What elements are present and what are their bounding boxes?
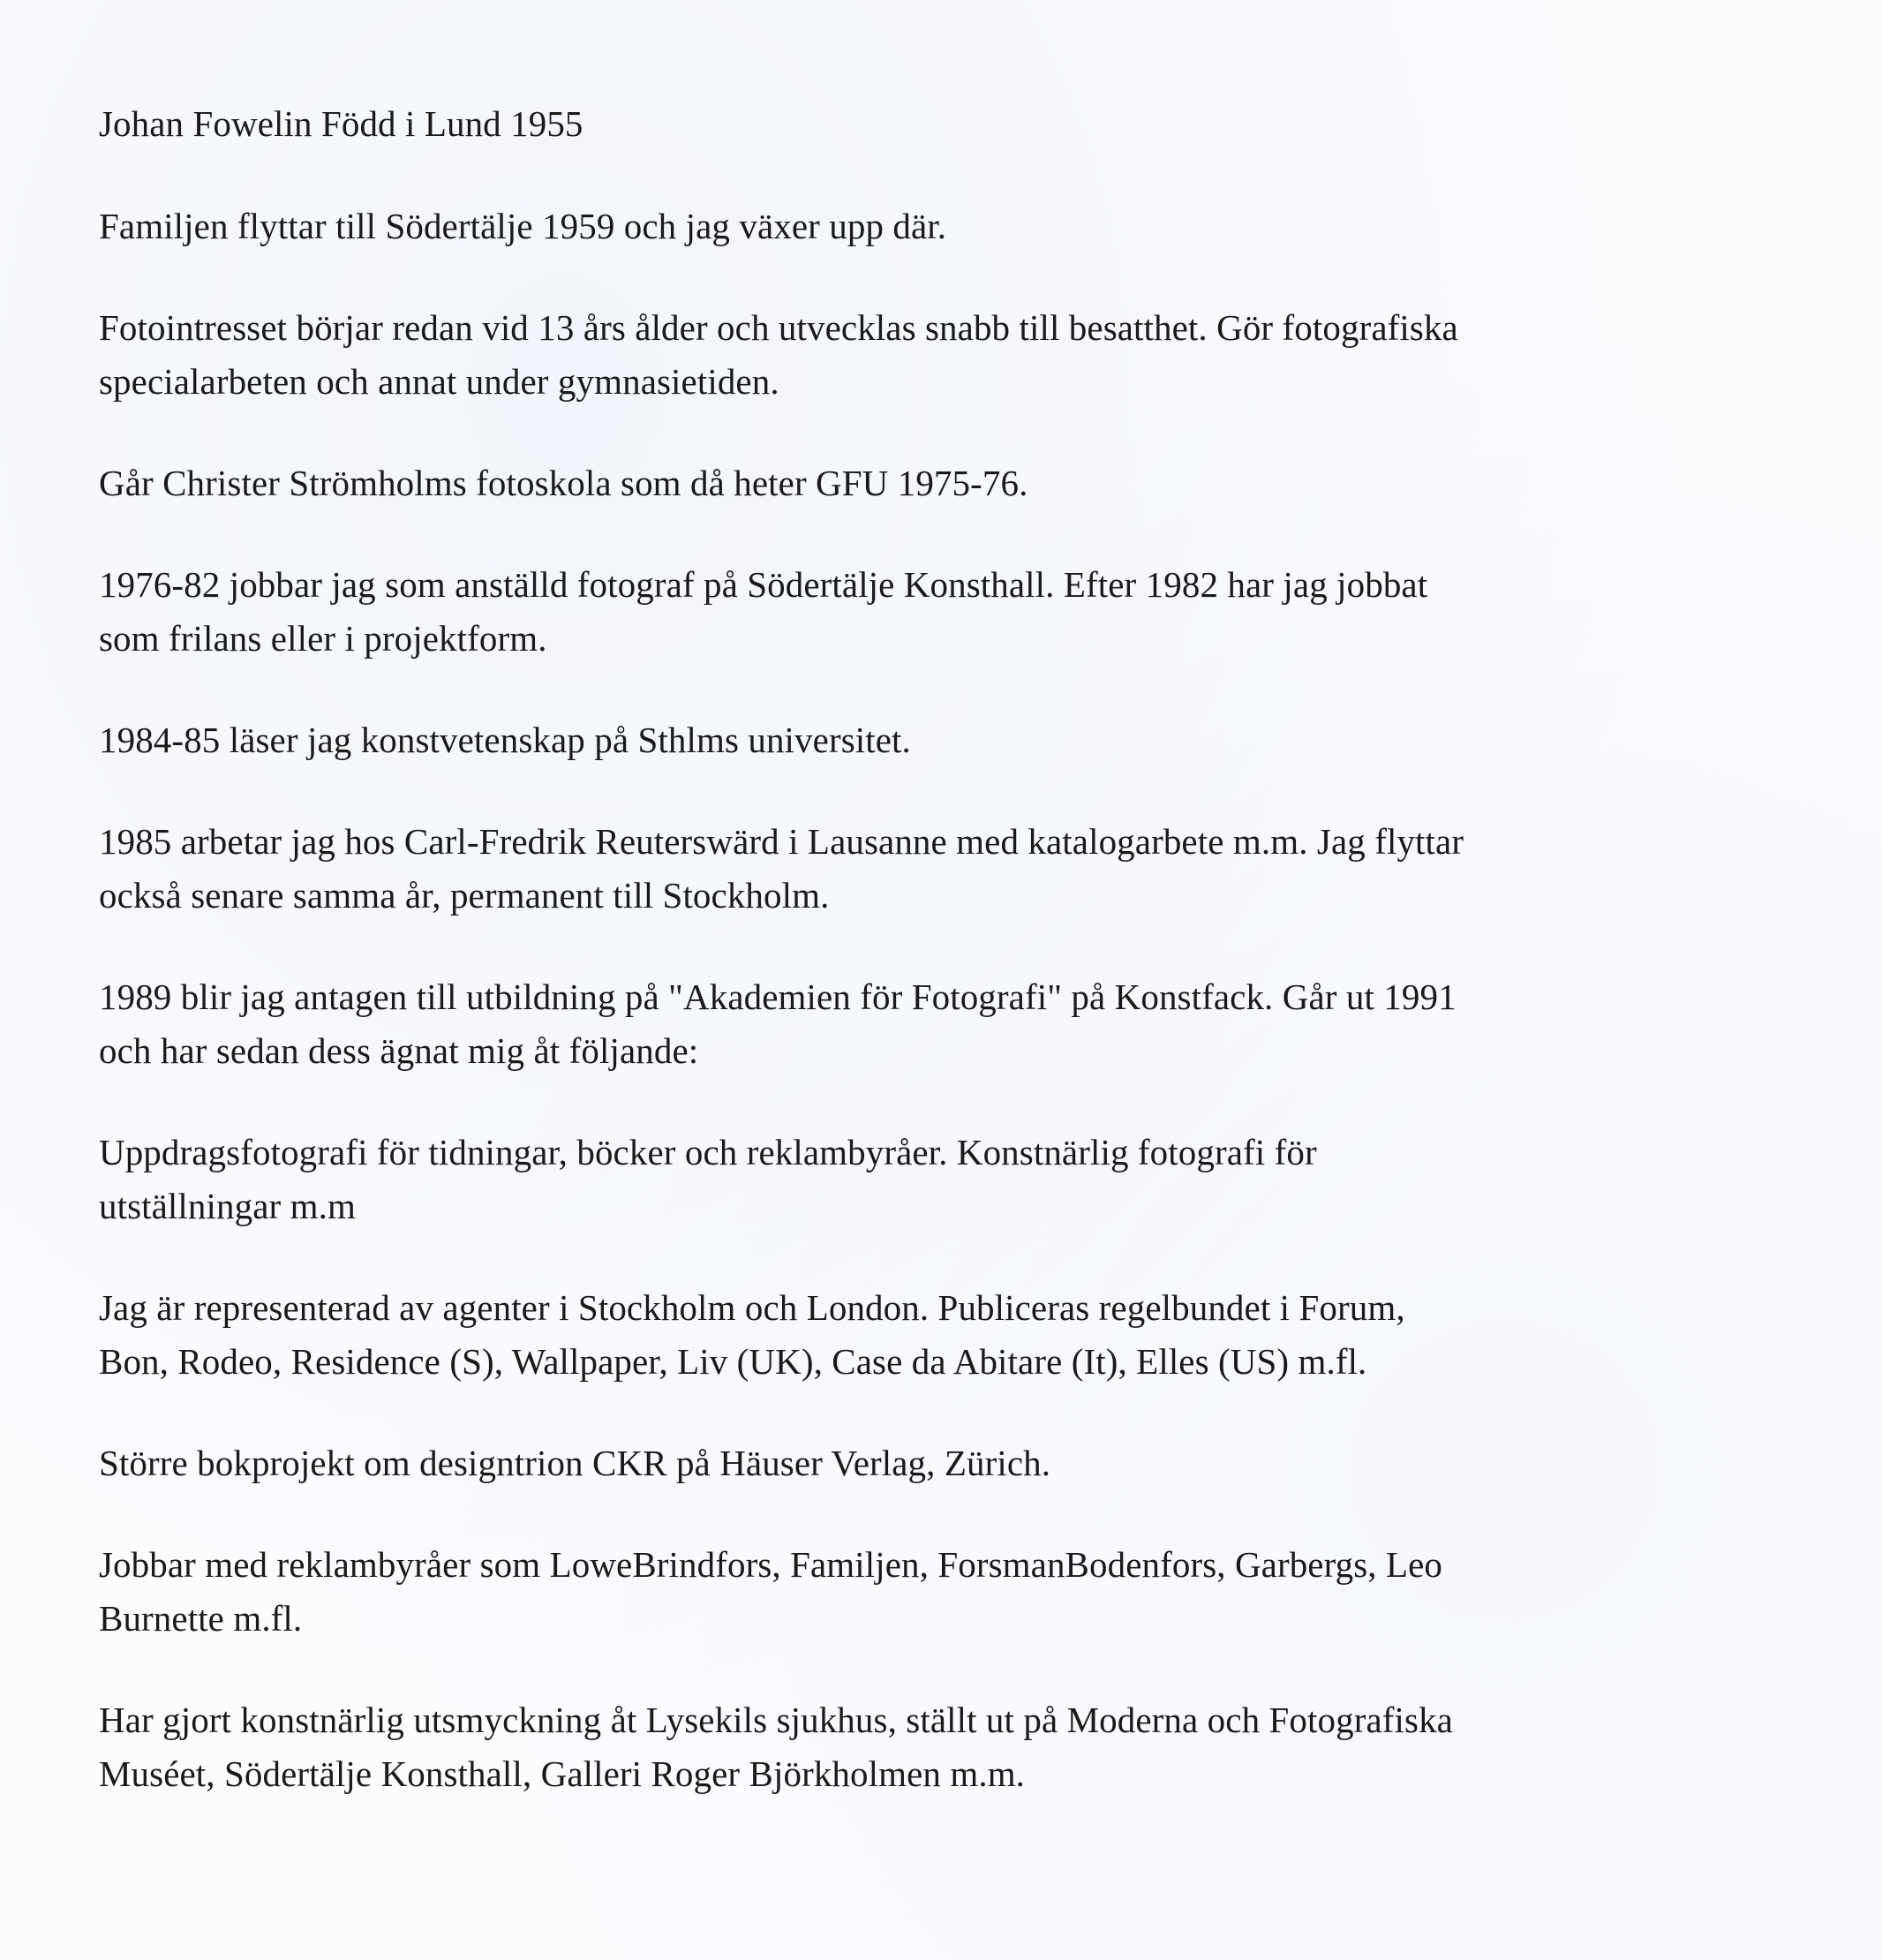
paragraph-6: 1985 arbetar jag hos Carl-Fredrik Reuterswärd i Lausanne med katalogarbete m.m. Jag flyttar också senare samma år, permanent till Stockholm.	[99, 821, 1464, 916]
paragraph-4: 1976-82 jobbar jag som anställd fotograf på Södertälje Konsthall. Efter 1982 har jag jobbat som frilans eller i projektform.	[99, 564, 1428, 659]
paragraph-2: Fotointresset börjar redan vid 13 års ålder och utvecklas snabb till besatthet. Gör fotografiska specialarbeten och annat under gymnasietiden.	[99, 307, 1458, 402]
paragraph-1: Familjen flyttar till Södertälje 1959 och jag växer upp där.	[99, 206, 947, 246]
paragraph-8: Uppdragsfotografi för tidningar, böcker och reklambyråer. Konstnärlig fotografi för utställningar m.m	[99, 1132, 1317, 1226]
paragraph-12: Har gjort konstnärlig utsmyckning åt Lysekils sjukhus, ställt ut på Moderna och Fotografiska Muséet, Södertälje Konsthall, Galleri Roger Björkholmen m.m.	[99, 1700, 1453, 1794]
document-body	[99, 97, 1776, 1849]
paragraph-7: 1989 blir jag antagen till utbildning på "Akademien för Fotografi" på Konstfack. Går ut 1991 och har sedan dess ägnat mig åt följande:	[99, 976, 1457, 1071]
paragraph-11: Jobbar med reklambyråer som LoweBrindfors, Familjen, ForsmanBodenfors, Garbergs, Leo Burnette m.fl.	[99, 1544, 1443, 1639]
heading-line: Johan Fowelin Född i Lund 1955	[99, 103, 583, 144]
paragraph-3: Går Christer Strömholms fotoskola som då heter GFU 1975-76.	[99, 463, 1028, 503]
paragraph-9: Jag är representerad av agenter i Stockholm och London. Publiceras regelbundet i Forum, Bon, Rodeo, Residence (S), Wallpaper, Liv (UK), Case da Abitare (It), Elles (US) m.fl.	[99, 1287, 1405, 1382]
paragraph-5: 1984-85 läser jag konstvetenskap på Sthlms universitet.	[99, 720, 911, 760]
paragraph-10: Större bokprojekt om designtrion CKR på Häuser Verlag, Zürich.	[99, 1443, 1051, 1483]
